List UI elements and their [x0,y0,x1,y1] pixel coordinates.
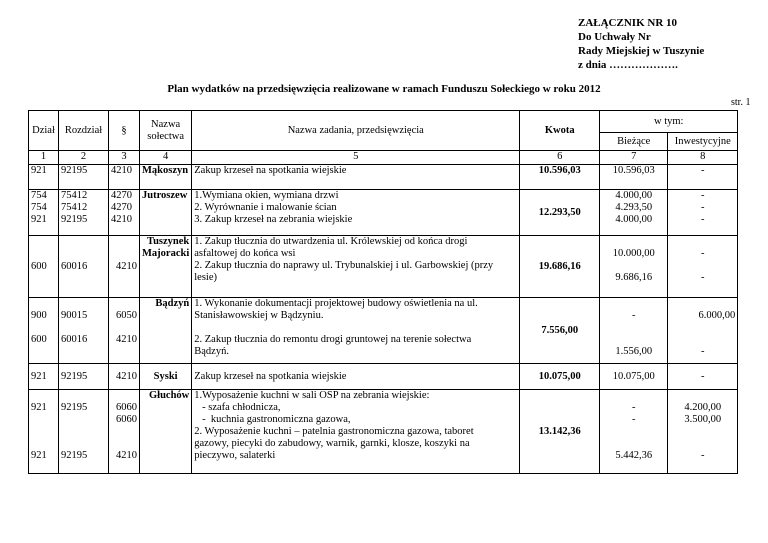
cell-solectwo: Mąkoszyn [140,165,192,190]
cell-line: Tuszynek [147,236,190,247]
column-number-row [29,151,738,165]
cell-line: 900 [31,310,47,321]
attachment-header [578,16,704,72]
col-number: 1 [29,151,59,165]
cell-line: 4.293,50 [615,202,653,213]
cell-solectwo: Jutroszew [140,190,192,236]
col-number: 7 [600,151,668,165]
cell-line: 4270 [111,190,132,201]
cell-line: - [701,190,705,201]
cell-line: 92195 [61,402,88,413]
cell-line: 4.000,00 [615,190,653,201]
cell-paragraf [109,298,140,364]
table-row [29,364,738,390]
header-line: z dnia ………………. [578,59,678,71]
cell-line: Bądzyń. [194,346,229,357]
cell-biezace [600,298,668,364]
table-row [29,236,738,298]
cell-line: 2. Zakup tłucznia do naprawy ul. Trybunalskiej i ul. Garbowskiej (przy [194,260,494,271]
col-header-dzial: Dział [29,111,59,151]
header-line: Rady Miejskiej w Tuszynie [578,45,705,57]
cell-dzial [29,390,59,474]
cell-line: 6050 [116,310,137,321]
cell-inwestycyjne [668,190,738,236]
col-header-inwestycyjne: Inwestycyjne [668,133,738,151]
cell-line: 921 [31,402,47,413]
cell-biezace [600,236,668,298]
cell-line: 1.Wyposażenie kuchni w sali OSP na zebrania wiejskie: [194,390,430,401]
cell-zadanie [192,298,520,364]
cell-line: 3. Zakup krzeseł na zebrania wiejskie [194,214,353,225]
cell-line: 75412 [61,202,88,213]
cell-line: 1. Wykonanie dokumentacji projektowej budowy oświetlenia na ul. [194,298,478,309]
cell-line: - [632,402,636,413]
cell-line: 6.000,00 [698,310,736,321]
col-number: 4 [140,151,192,165]
cell-biezace: 10.075,00 [600,364,668,390]
cell-line: 1.Wymiana okien, wymiana drzwi [194,190,339,201]
cell-line: - [632,310,636,321]
table-row [29,190,738,236]
cell-line: 6060 [116,414,137,425]
cell-solectwo: Bądzyń [140,298,192,364]
cell-line: 4210 [116,450,137,461]
cell-line: 9.686,16 [615,272,653,283]
cell-line: - [701,202,705,213]
cell-zadanie: Zakup krzeseł na spotkania wiejskie [192,364,520,390]
cell-dzial: 600 [29,236,59,298]
cell-zadanie [192,390,520,474]
cell-dzial: 921 [29,364,59,390]
cell-line: 754 [31,190,47,201]
cell-inwestycyjne [668,390,738,474]
cell-line: Stanisławowskiej w Bądzyniu. [194,310,324,321]
cell-inwestycyjne [668,298,738,364]
cell-line: 10.000,00 [612,248,655,259]
col-header-w-tym: w tym: [600,111,738,133]
cell-line: 90015 [61,310,88,321]
cell-rozdzial: 60016 [59,236,109,298]
cell-line: - [632,414,636,425]
cell-rozdzial: 92195 [59,165,109,190]
cell-line: 2. Zakup tłucznia do remontu drogi gruntowej na terenie sołectwa [194,334,472,345]
cell-paragraf: 4210 [109,165,140,190]
cell-line: - [701,248,705,259]
cell-solectwo: Głuchów [140,390,192,474]
cell-line: 600 [31,334,47,345]
cell-line: 4.000,00 [615,214,653,225]
cell-line: 92195 [61,214,88,225]
cell-solectwo [140,236,192,298]
cell-dzial [29,298,59,364]
col-header-paragraf: § [109,111,140,151]
col-header-kwota: Kwota [520,111,600,151]
document-title: Plan wydatków na przedsięwzięcia realizowane w ramach Funduszu Sołeckiego w roku 2012 [167,83,601,95]
cell-line: 921 [31,214,47,225]
cell-rozdzial: 92195 [59,364,109,390]
header-line: ZAŁĄCZNIK NR 10 [578,17,678,29]
cell-line: 921 [31,450,47,461]
cell-line: - [701,272,705,283]
cell-paragraf: 4210 [109,236,140,298]
cell-line: - [701,450,705,461]
cell-zadanie [192,190,520,236]
cell-line: 4.200,00 [684,402,722,413]
cell-zadanie: Zakup krzeseł na spotkania wiejskie [192,165,520,190]
cell-zadanie [192,236,520,298]
table-row [29,298,738,364]
col-header-zadanie: Nazwa zadania, przedsięwzięcia [192,111,520,151]
cell-kwota: 7.556,00 [520,298,600,364]
col-number: 5 [192,151,520,165]
cell-line: - kuchnia gastronomiczna gazowa, [194,414,351,425]
cell-line: 6060 [116,402,137,413]
cell-inwestycyjne [668,236,738,298]
cell-kwota: 10.075,00 [520,364,600,390]
col-header-solectwo: Nazwa sołectwa [140,111,192,151]
col-number: 6 [520,151,600,165]
cell-inwestycyjne: - [668,165,738,190]
cell-line: 60016 [61,334,88,345]
cell-rozdzial [59,298,109,364]
cell-solectwo: Syski [140,364,192,390]
cell-line: 2. Wyrównanie i malowanie ścian [194,202,337,213]
cell-line: - szafa chłodnicza, [194,402,281,413]
table-row [29,165,738,190]
cell-inwestycyjne: - [668,364,738,390]
cell-paragraf [109,390,140,474]
cell-line: 4270 [111,202,132,213]
col-header-rozdzial: Rozdział [59,111,109,151]
cell-kwota: 13.142,36 [520,390,600,474]
cell-kwota: 10.596,03 [520,165,600,190]
header-line: Do Uchwały Nr [578,31,651,43]
cell-line: 754 [31,202,47,213]
cell-line: asfaltowej do końca wsi [194,248,296,259]
cell-line: 1.556,00 [615,346,653,357]
col-number: 3 [109,151,140,165]
col-number: 8 [668,151,738,165]
cell-line: 92195 [61,450,88,461]
cell-line: 75412 [61,190,88,201]
cell-paragraf: 4210 [109,364,140,390]
cell-line: - [701,346,705,357]
expenditure-table [28,110,738,474]
page-number: str. 1 [731,97,751,108]
cell-line: gazowy, piecyki do zabudowy, warnik, garnki, klosze, koszyki na [194,438,470,449]
cell-line: 4210 [116,334,137,345]
table-row [29,390,738,474]
cell-biezace [600,390,668,474]
cell-dzial: 921 [29,165,59,190]
cell-line: 1. Zakup tłucznia do utwardzenia ul. Królewskiej od końca drogi [194,236,468,247]
cell-line: - [701,214,705,225]
cell-kwota: 19.686,16 [520,236,600,298]
cell-kwota: 12.293,50 [520,190,600,236]
cell-dzial [29,190,59,236]
cell-line: 5.442,36 [615,450,653,461]
cell-line: pieczywo, salaterki [194,450,276,461]
cell-rozdzial [59,390,109,474]
col-header-biezace: Bieżące [600,133,668,151]
cell-biezace: 10.596,03 [600,165,668,190]
cell-paragraf [109,190,140,236]
cell-line: 3.500,00 [684,414,722,425]
col-number: 2 [59,151,109,165]
cell-line: 2. Wyposażenie kuchni – patelnia gastronomiczna gazowa, taboret [194,426,474,437]
cell-biezace [600,190,668,236]
cell-line: 4210 [111,214,132,225]
cell-rozdzial [59,190,109,236]
cell-line: Majoracki [142,248,190,259]
cell-line: lesie) [194,272,217,283]
